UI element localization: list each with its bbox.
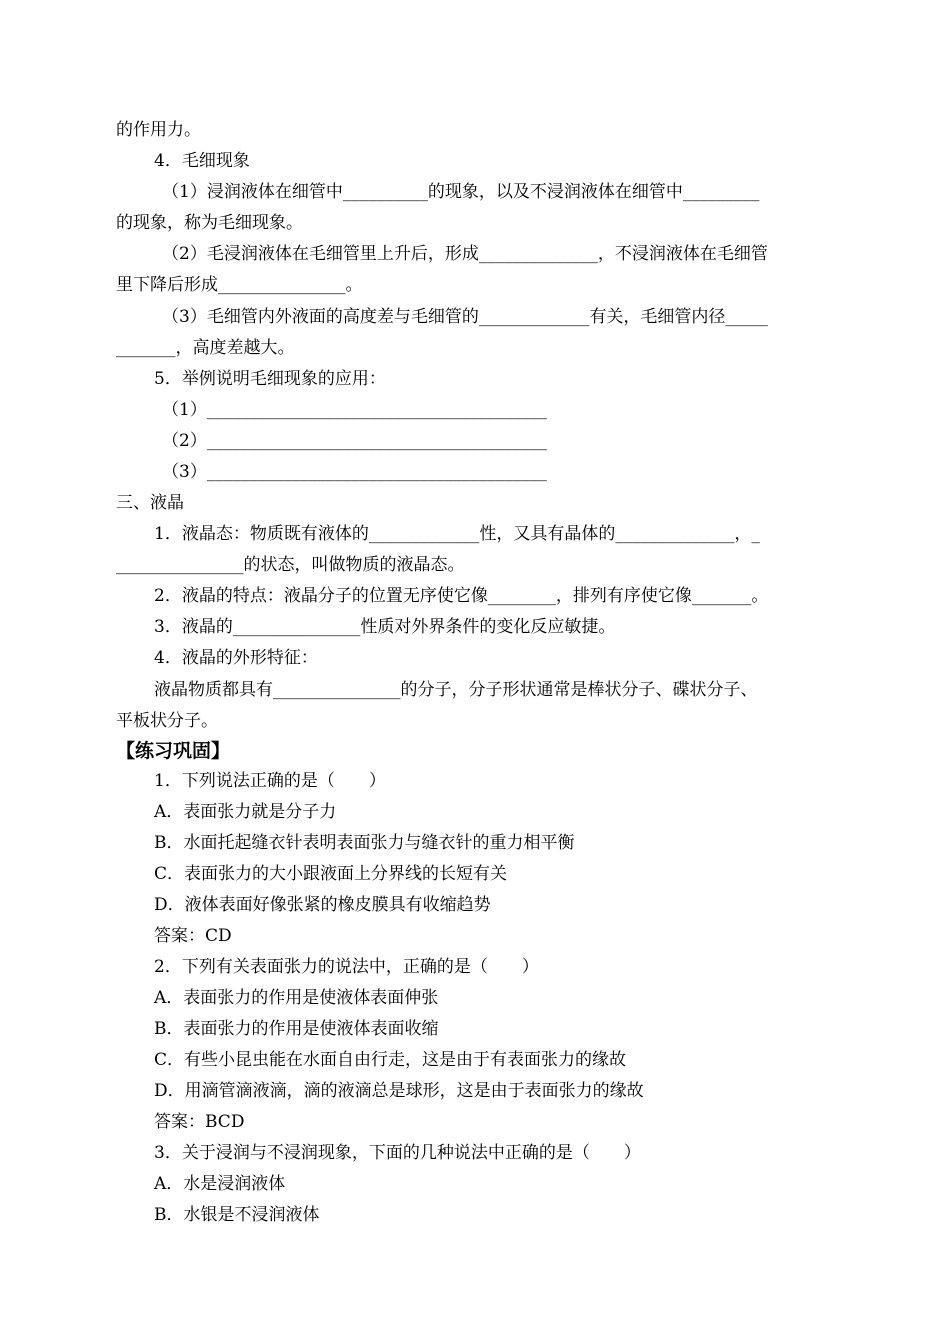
text-line: 的作用力。 xyxy=(116,120,201,140)
question-2: 2．下列有关表面张力的说法中，正确的是（ ） xyxy=(154,957,539,977)
exercise-heading: 【练习巩固】 xyxy=(116,740,231,762)
question-3: 3．关于浸润与不浸润现象，下面的几种说法中正确的是（ ） xyxy=(154,1143,641,1163)
option-a: A．表面张力就是分子力 xyxy=(154,802,337,822)
text-line: 4．液晶的外形特征： xyxy=(154,648,318,668)
option-c: C．有些小昆虫能在水面自由行走，这是由于有表面张力的缘故 xyxy=(154,1050,627,1070)
text-line: 2．液晶的特点：液晶分子的位置无序使它像________，排列有序使它像_______。 xyxy=(154,586,769,606)
text-line: （2）________________________________________ xyxy=(162,431,547,451)
text-line: 的现象，称为毛细现象。 xyxy=(116,213,303,233)
text-line: 5．举例说明毛细现象的应用： xyxy=(154,369,386,389)
text-line: 里下降后形成_______________。 xyxy=(116,275,363,295)
text-line: （1）浸润液体在细管中__________的现象，以及不浸润液体在细管中_________ xyxy=(162,182,760,202)
text-line: （2）毛浸润液体在毛细管里上升后，形成______________，不浸润液体在毛细管 xyxy=(162,244,768,264)
text-line: （3）________________________________________ xyxy=(162,462,547,482)
option-a: A．水是浸润液体 xyxy=(154,1174,286,1194)
text-line: 4．毛细现象 xyxy=(154,151,250,171)
option-c: C．表面张力的大小跟液面上分界线的长短有关 xyxy=(154,864,508,884)
answer-2: 答案：BCD xyxy=(154,1112,245,1132)
text-line: 1．液晶态：物质既有液体的_____________性，又具有晶体的______________，_ xyxy=(154,524,760,544)
option-b: B．水银是不浸润液体 xyxy=(154,1205,320,1225)
question-1: 1．下列说法正确的是（ ） xyxy=(154,771,386,791)
option-b: B．表面张力的作用是使液体表面收缩 xyxy=(154,1019,439,1039)
text-line: _______________的状态，叫做物质的液晶态。 xyxy=(116,555,465,575)
text-line: （3）毛细管内外液面的高度差与毛细管的_____________有关，毛细管内径_____ xyxy=(162,307,768,327)
option-b: B．水面托起缝衣针表明表面张力与缝衣针的重力相平衡 xyxy=(154,833,575,853)
text-line: （1）________________________________________ xyxy=(162,400,547,420)
option-d: D．用滴管滴液滴，滴的液滴总是球形，这是由于表面张力的缘故 xyxy=(154,1081,644,1101)
text-line: 平板状分子。 xyxy=(116,711,218,731)
text-line: 液晶物质都具有_______________的分子，分子形状通常是棒状分子、碟状分子、 xyxy=(154,680,758,700)
section-heading: 三、液晶 xyxy=(116,493,184,513)
answer-1: 答案：CD xyxy=(154,926,232,946)
option-a: A．表面张力的作用是使液体表面伸张 xyxy=(154,988,439,1008)
text-line: 3．液晶的_______________性质对外界条件的变化反应敏捷。 xyxy=(154,617,616,637)
option-d: D．液体表面好像张紧的橡皮膜具有收缩趋势 xyxy=(154,895,491,915)
text-line: _______，高度差越大。 xyxy=(116,338,295,358)
